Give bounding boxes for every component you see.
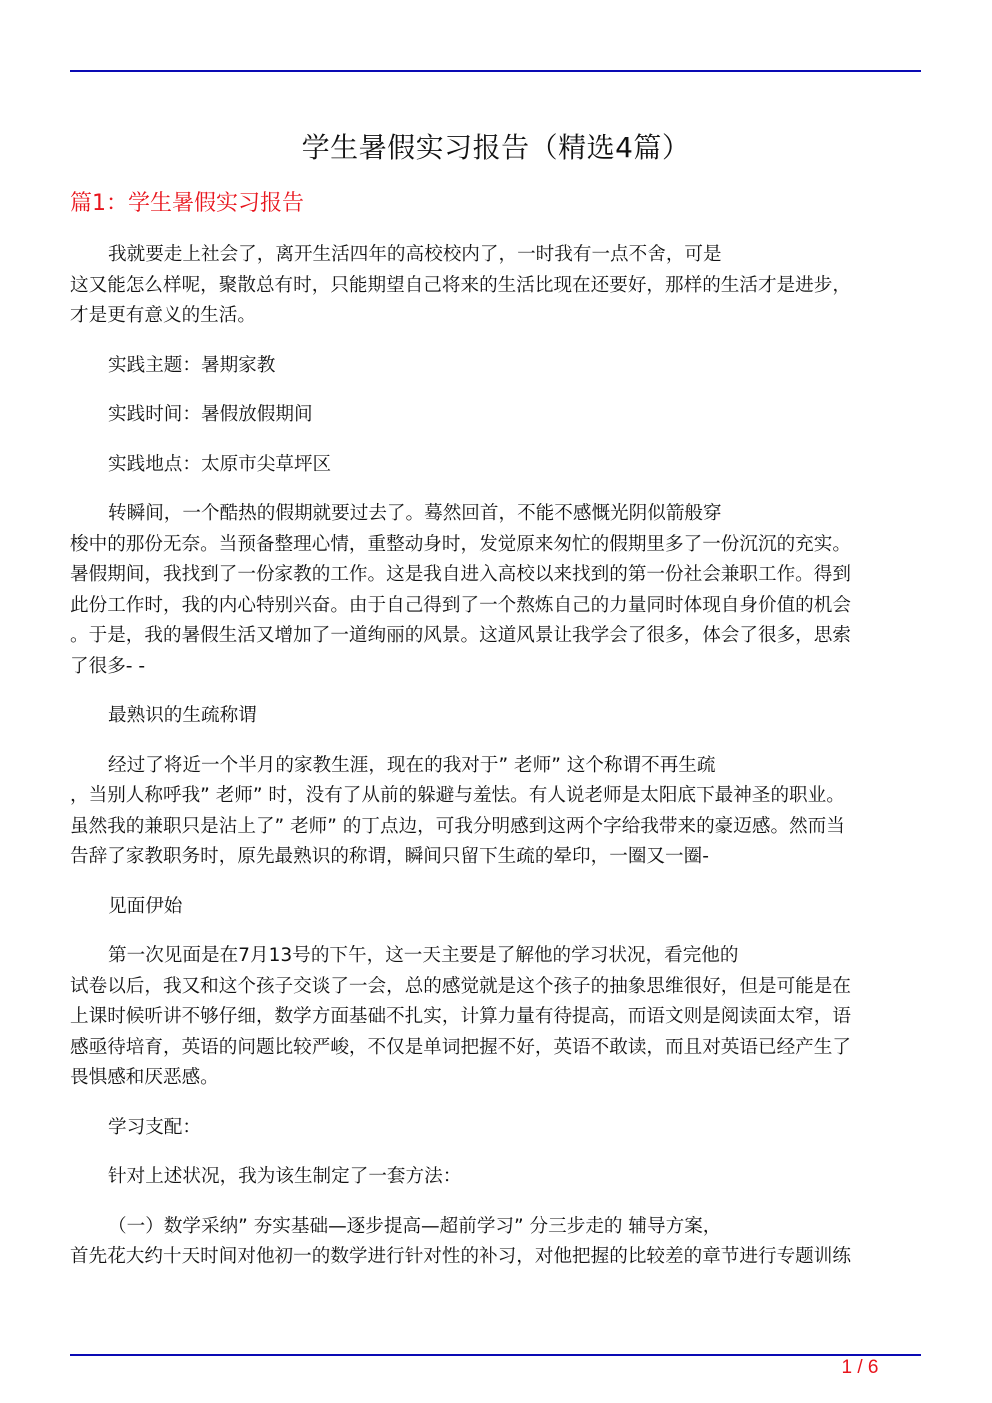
paragraph-line: 第一次见面是在7月13号的下午，这一天主要是了解他的学习状况，看完他的 [108, 945, 739, 966]
paragraph-practice-theme [70, 351, 921, 382]
paragraph-line: 转瞬间，一个酷热的假期就要过去了。蓦然回首，不能不感慨光阴似箭般穿 [108, 503, 722, 524]
paragraph-line: 最熟识的生疏称谓 [108, 705, 257, 726]
paragraph-line: 我就要走上社会了，离开生活四年的高校校内了，一时我有一点不舍，可是 [108, 244, 722, 265]
paragraph-line: 针对上述状况，我为该生制定了一套方法： [108, 1166, 462, 1187]
paragraph-line: 实践时间：暑假放假期间 [108, 404, 313, 425]
paragraph-line: 见面伊始 [108, 895, 183, 917]
subheading-paragraph [70, 701, 921, 732]
paragraph-line: 实践主题：暑期家教 [108, 354, 276, 376]
paragraph-line: 。于是，我的暑假生活又增加了一道绚丽的风景。这道风景让我学会了很多，体会了很多，思索 [70, 625, 851, 646]
document-body [70, 240, 921, 1292]
paragraph-line: 此份工作时，我的内心特别兴奋。由于自己得到了一个熬炼自己的力量同时体现自身价值的机会 [70, 594, 851, 616]
paragraph-line: 首先花大约十天时间对他初一的数学进行针对性的补习，对他把握的比较差的章节进行专题训练 [70, 1246, 851, 1267]
paragraph-line: 学习支配： [108, 1116, 201, 1138]
paragraph-line: 了很多- - [70, 655, 146, 677]
paragraph-line: ，当别人称呼我” 老师” 时，没有了从前的躲避与羞怯。有人说老师是太阳底下最神圣的职业。 [70, 785, 845, 806]
paragraph-line: （一）数学采纳” 夯实基础—逐步提高—超前学习” 分三步走的 辅导方案， [108, 1215, 722, 1237]
document-title: 学生暑假实习报告（精选4篇） [301, 131, 691, 164]
paragraph-line: 感亟待培育，英语的问题比较严峻，不仅是单词把握不好，英语不敢读，而且对英语已经产生了 [70, 1036, 851, 1058]
paragraph [70, 751, 921, 873]
paragraph [70, 1212, 921, 1273]
paragraph [70, 499, 921, 682]
page-number: 1 / 6 [841, 1357, 879, 1378]
section-heading: 篇1：学生暑假实习报告 [70, 191, 304, 216]
paragraph [70, 240, 921, 332]
paragraph-line: 上课时候听讲不够仔细，数学方面基础不扎实，计算力量有待提高，而语文则是阅读面太窄，语 [70, 1006, 851, 1027]
paragraph-line: 畏惧感和厌恶感。 [70, 1067, 219, 1088]
paragraph-practice-location [70, 450, 921, 481]
paragraph [70, 941, 921, 1094]
paragraph-line: 才是更有意义的生活。 [70, 305, 256, 326]
paragraph-line: 经过了将近一个半月的家教生涯，现在的我对于” 老师” 这个称谓不再生疏 [108, 754, 716, 776]
footer-rule [70, 1354, 921, 1356]
paragraph-line: 这又能怎么样呢，聚散总有时，只能期望自己将来的生活比现在还要好，那样的生活才是进步， [70, 274, 851, 296]
paragraph-line: 试卷以后，我又和这个孩子交谈了一会，总的感觉就是这个孩子的抽象思维很好，但是可能是在 [70, 975, 851, 997]
paragraph-line: 实践地点：太原市尖草坪区 [108, 453, 332, 475]
paragraph-line: 告辞了家教职务时，原先最熟识的称谓，瞬间只留下生疏的晕印，一圈又一圈- [70, 846, 709, 867]
header-rule [70, 70, 921, 72]
paragraph-practice-time [70, 400, 921, 431]
paragraph-line: 暑假期间，我找到了一份家教的工作。这是我自进入高校以来找到的第一份社会兼职工作。得到 [70, 564, 851, 585]
paragraph [70, 1162, 921, 1193]
subheading-paragraph [70, 1113, 921, 1144]
subheading-paragraph [70, 892, 921, 923]
paragraph-line: 梭中的那份无奈。当预备整理心情，重整动身时，发觉原来匆忙的假期里多了一份沉沉的充实。 [70, 533, 851, 555]
paragraph-line: 虽然我的兼职只是沾上了” 老师” 的丁点边，可我分明感到这两个字给我带来的豪迈感。然而当 [70, 815, 845, 837]
